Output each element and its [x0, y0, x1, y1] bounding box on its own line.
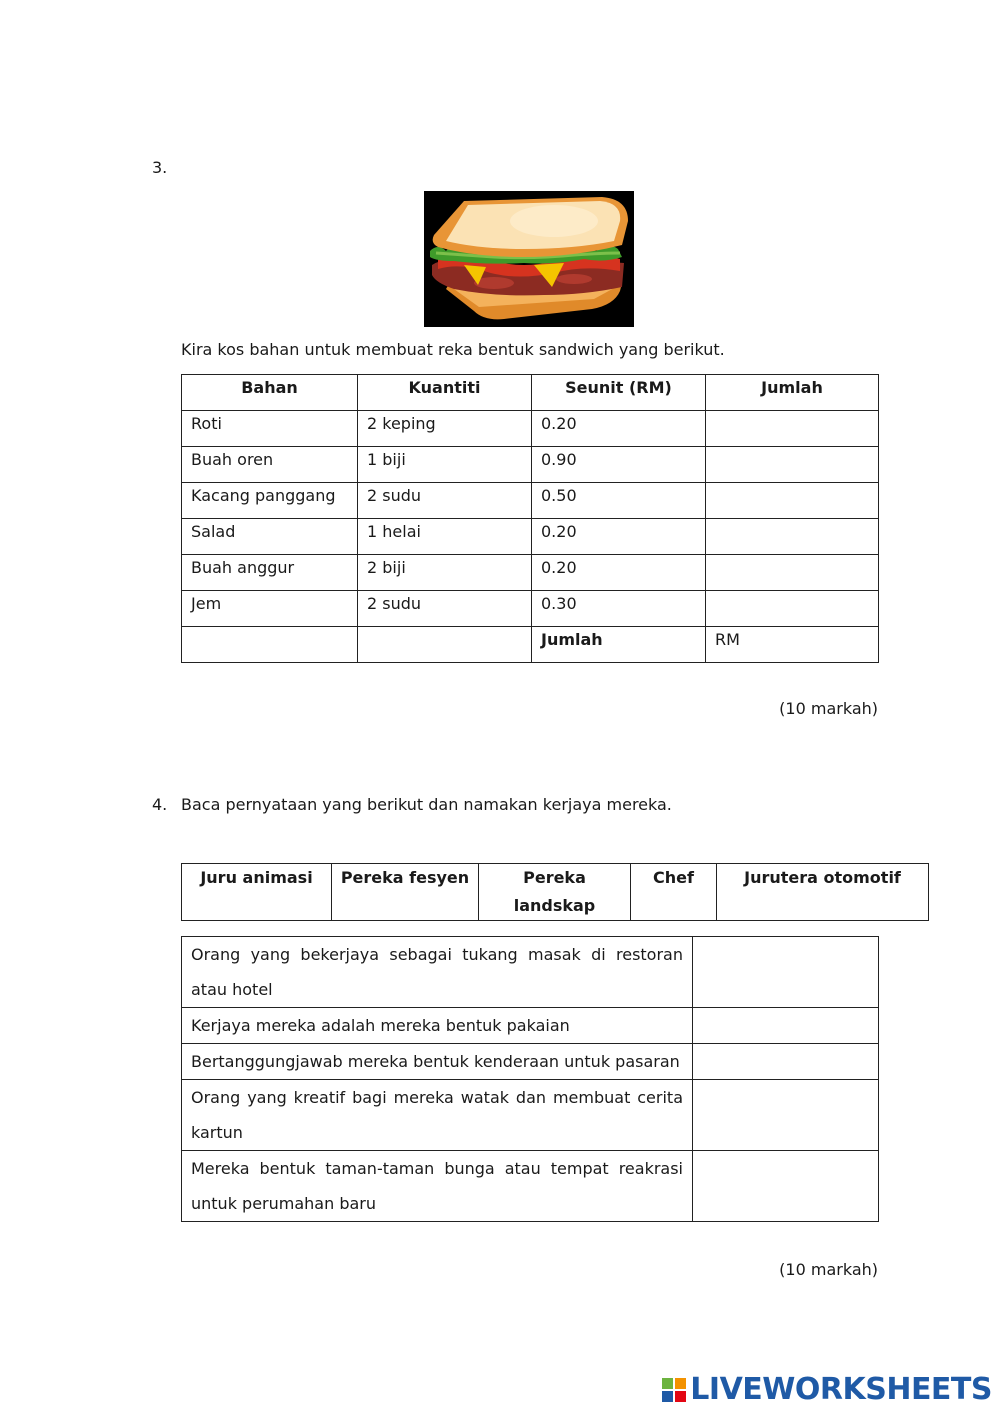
table-row — [182, 591, 879, 627]
cell-jumlah-answer[interactable] — [706, 411, 879, 447]
header-bahan: Bahan — [182, 375, 358, 411]
cell-bahan: Buah oren — [182, 447, 358, 483]
table-row — [182, 937, 879, 1008]
total-answer[interactable]: RM — [706, 627, 879, 663]
career-option[interactable]: Chef — [631, 864, 717, 921]
question-3-instruction: Kira kos bahan untuk membuat reka bentuk sandwich yang berikut. — [181, 340, 725, 359]
statement-text: Kerjaya mereka adalah mereka bentuk pakaian — [182, 1008, 693, 1044]
header-jumlah: Jumlah — [706, 375, 879, 411]
career-option[interactable]: Juru animasi — [182, 864, 332, 921]
cell-bahan: Roti — [182, 411, 358, 447]
cell-seunit: 0.20 — [532, 555, 706, 591]
career-options-row — [182, 864, 929, 921]
sandwich-illustration — [424, 191, 634, 327]
cell-kuantiti: 1 biji — [358, 447, 532, 483]
statement-text: Orang yang bekerjaya sebagai tukang masak di restoran atau hotel — [182, 937, 693, 1008]
header-kuantiti: Kuantiti — [358, 375, 532, 411]
cell-seunit: 0.50 — [532, 483, 706, 519]
cell-kuantiti: 1 helai — [358, 519, 532, 555]
career-option[interactable]: Pereka landskap — [479, 864, 631, 921]
cost-table — [181, 374, 879, 663]
cell-jumlah-answer[interactable] — [706, 591, 879, 627]
cell-seunit: 0.20 — [532, 411, 706, 447]
table-row — [182, 1008, 879, 1044]
cell-seunit: 0.30 — [532, 591, 706, 627]
liveworksheets-logo — [662, 1372, 992, 1407]
logo-text: LIVEWORKSHEETS — [690, 1372, 992, 1407]
cell-bahan: Buah anggur — [182, 555, 358, 591]
cost-table-header-row — [182, 375, 879, 411]
total-label: Jumlah — [532, 627, 706, 663]
answer-cell[interactable] — [693, 1151, 879, 1222]
answer-cell[interactable] — [693, 1008, 879, 1044]
statement-text: Bertanggungjawab mereka bentuk kenderaan untuk pasaran — [182, 1044, 693, 1080]
total-row — [182, 627, 879, 663]
header-seunit: Seunit (RM) — [532, 375, 706, 411]
question-4-marks: (10 markah) — [779, 1260, 878, 1279]
empty-cell — [358, 627, 532, 663]
cell-kuantiti: 2 biji — [358, 555, 532, 591]
table-row — [182, 1044, 879, 1080]
empty-cell — [182, 627, 358, 663]
table-row — [182, 555, 879, 591]
cell-seunit: 0.90 — [532, 447, 706, 483]
sandwich-image — [424, 191, 634, 327]
statement-text: Orang yang kreatif bagi mereka watak dan membuat cerita kartun — [182, 1080, 693, 1151]
career-options-table — [181, 863, 929, 921]
table-row — [182, 411, 879, 447]
table-row — [182, 483, 879, 519]
question-3-marks: (10 markah) — [779, 699, 878, 718]
cell-seunit: 0.20 — [532, 519, 706, 555]
career-option[interactable]: Jurutera otomotif — [717, 864, 929, 921]
question-3-number: 3. — [152, 158, 168, 177]
career-option[interactable]: Pereka fesyen — [332, 864, 479, 921]
cell-jumlah-answer[interactable] — [706, 519, 879, 555]
liveworksheets-badge-icon — [662, 1378, 686, 1402]
cell-bahan: Kacang panggang — [182, 483, 358, 519]
cell-kuantiti: 2 sudu — [358, 483, 532, 519]
table-row — [182, 447, 879, 483]
answer-cell[interactable] — [693, 1044, 879, 1080]
question-4-instruction: Baca pernyataan yang berikut dan namakan kerjaya mereka. — [181, 795, 672, 814]
cell-bahan: Jem — [182, 591, 358, 627]
question-4-number: 4. — [152, 795, 168, 814]
answer-cell[interactable] — [693, 937, 879, 1008]
table-row — [182, 1151, 879, 1222]
cell-jumlah-answer[interactable] — [706, 555, 879, 591]
cell-kuantiti: 2 sudu — [358, 591, 532, 627]
cell-bahan: Salad — [182, 519, 358, 555]
career-statements-table — [181, 936, 879, 1222]
cell-kuantiti: 2 keping — [358, 411, 532, 447]
table-row — [182, 519, 879, 555]
table-row — [182, 1080, 879, 1151]
cell-jumlah-answer[interactable] — [706, 483, 879, 519]
answer-cell[interactable] — [693, 1080, 879, 1151]
cell-jumlah-answer[interactable] — [706, 447, 879, 483]
statement-text: Mereka bentuk taman-taman bunga atau tempat reakrasi untuk perumahan baru — [182, 1151, 693, 1222]
